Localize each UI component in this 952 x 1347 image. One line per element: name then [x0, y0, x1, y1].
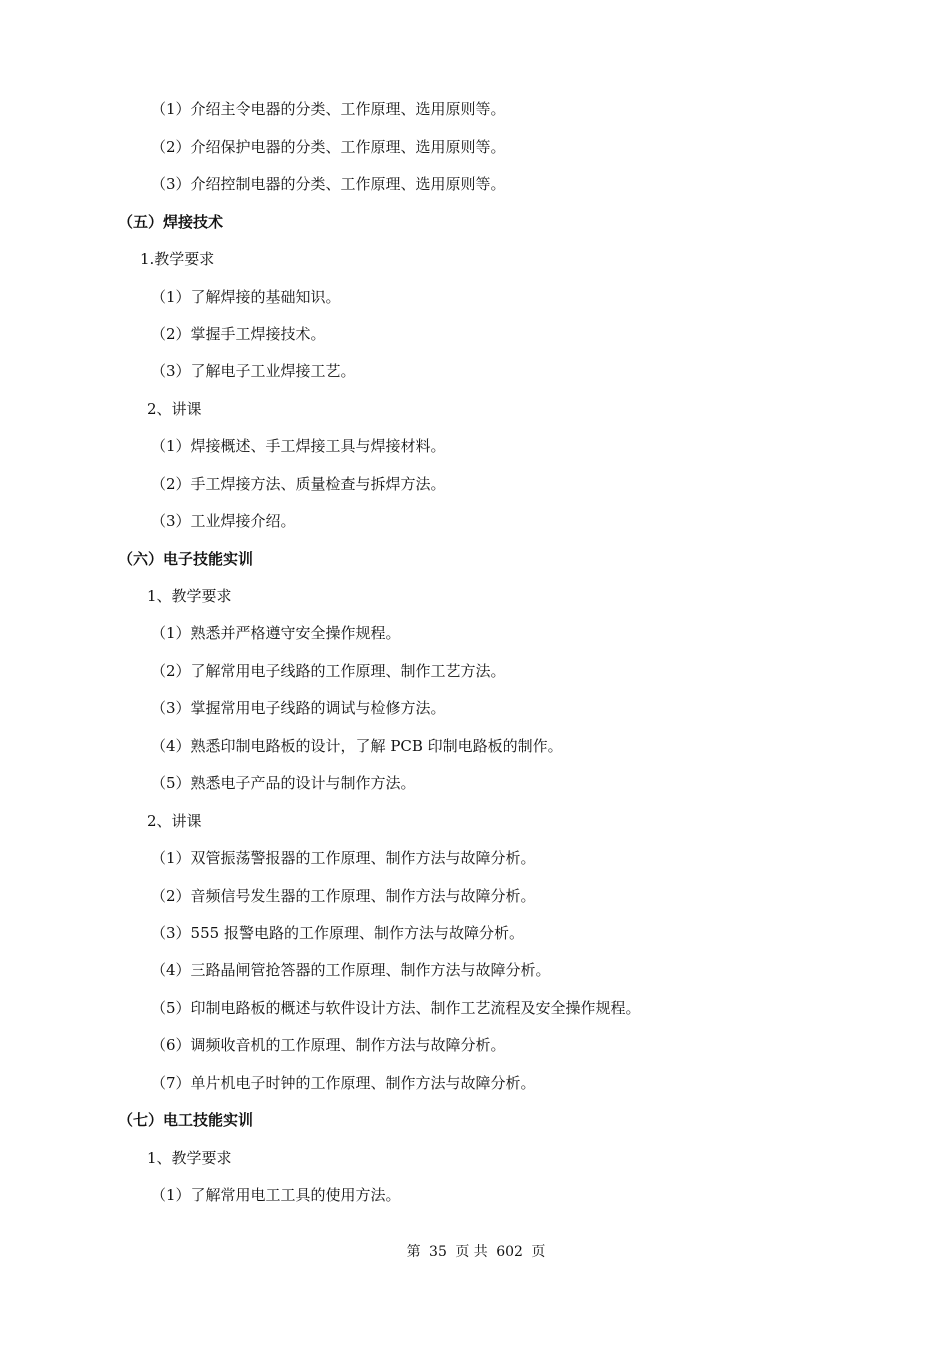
list-item: （1）了解焊接的基础知识。 — [151, 288, 341, 306]
list-item: （2）掌握手工焊接技术。 — [151, 325, 326, 343]
list-item: （1）了解常用电工工具的使用方法。 — [151, 1186, 401, 1204]
subheading: 1、教学要求 — [147, 1149, 232, 1167]
list-item: （1）熟悉并严格遵守安全操作规程。 — [151, 624, 401, 642]
footer-middle: 页 共 — [455, 1244, 488, 1260]
subheading: 2、讲课 — [147, 400, 202, 418]
list-item: （6）调频收音机的工作原理、制作方法与故障分析。 — [151, 1036, 506, 1054]
list-item: （3）掌握常用电子线路的调试与检修方法。 — [151, 699, 446, 717]
list-item: （2）手工焊接方法、质量检查与拆焊方法。 — [151, 475, 446, 493]
list-item: （2）介绍保护电器的分类、工作原理、选用原则等。 — [151, 138, 506, 156]
subheading: 2、讲课 — [147, 812, 202, 830]
list-item: （3）介绍控制电器的分类、工作原理、选用原则等。 — [151, 175, 506, 193]
section-heading: （五）焊接技术 — [118, 213, 224, 231]
list-item: （1）双管振荡警报器的工作原理、制作方法与故障分析。 — [151, 849, 536, 867]
footer-prefix: 第 — [406, 1244, 421, 1260]
page-number: 35 — [429, 1244, 447, 1260]
list-item: （3）555 报警电路的工作原理、制作方法与故障分析。 — [151, 924, 524, 942]
list-item: （1）焊接概述、手工焊接工具与焊接材料。 — [151, 437, 446, 455]
list-item: （2）音频信号发生器的工作原理、制作方法与故障分析。 — [151, 887, 536, 905]
list-item: （2）了解常用电子线路的工作原理、制作工艺方法。 — [151, 662, 506, 680]
section-heading: （七）电工技能实训 — [118, 1111, 254, 1129]
subheading: 1.教学要求 — [140, 250, 215, 268]
section-heading: （六）电子技能实训 — [118, 550, 254, 568]
list-item: （3）了解电子工业焊接工艺。 — [151, 362, 356, 380]
page-footer — [0, 1243, 952, 1261]
list-item: （1）介绍主令电器的分类、工作原理、选用原则等。 — [151, 100, 506, 118]
footer-suffix: 页 — [531, 1244, 546, 1260]
list-item: （3）工业焊接介绍。 — [151, 512, 296, 530]
list-item: （7）单片机电子时钟的工作原理、制作方法与故障分析。 — [151, 1074, 536, 1092]
list-item: （4）熟悉印制电路板的设计，了解 PCB 印制电路板的制作。 — [151, 737, 563, 755]
list-item: （5）熟悉电子产品的设计与制作方法。 — [151, 774, 416, 792]
list-item: （4）三路晶闸管抢答器的工作原理、制作方法与故障分析。 — [151, 961, 551, 979]
list-item: （5）印制电路板的概述与软件设计方法、制作工艺流程及安全操作规程。 — [151, 999, 641, 1017]
subheading: 1、教学要求 — [147, 587, 232, 605]
page-total: 602 — [496, 1244, 523, 1260]
